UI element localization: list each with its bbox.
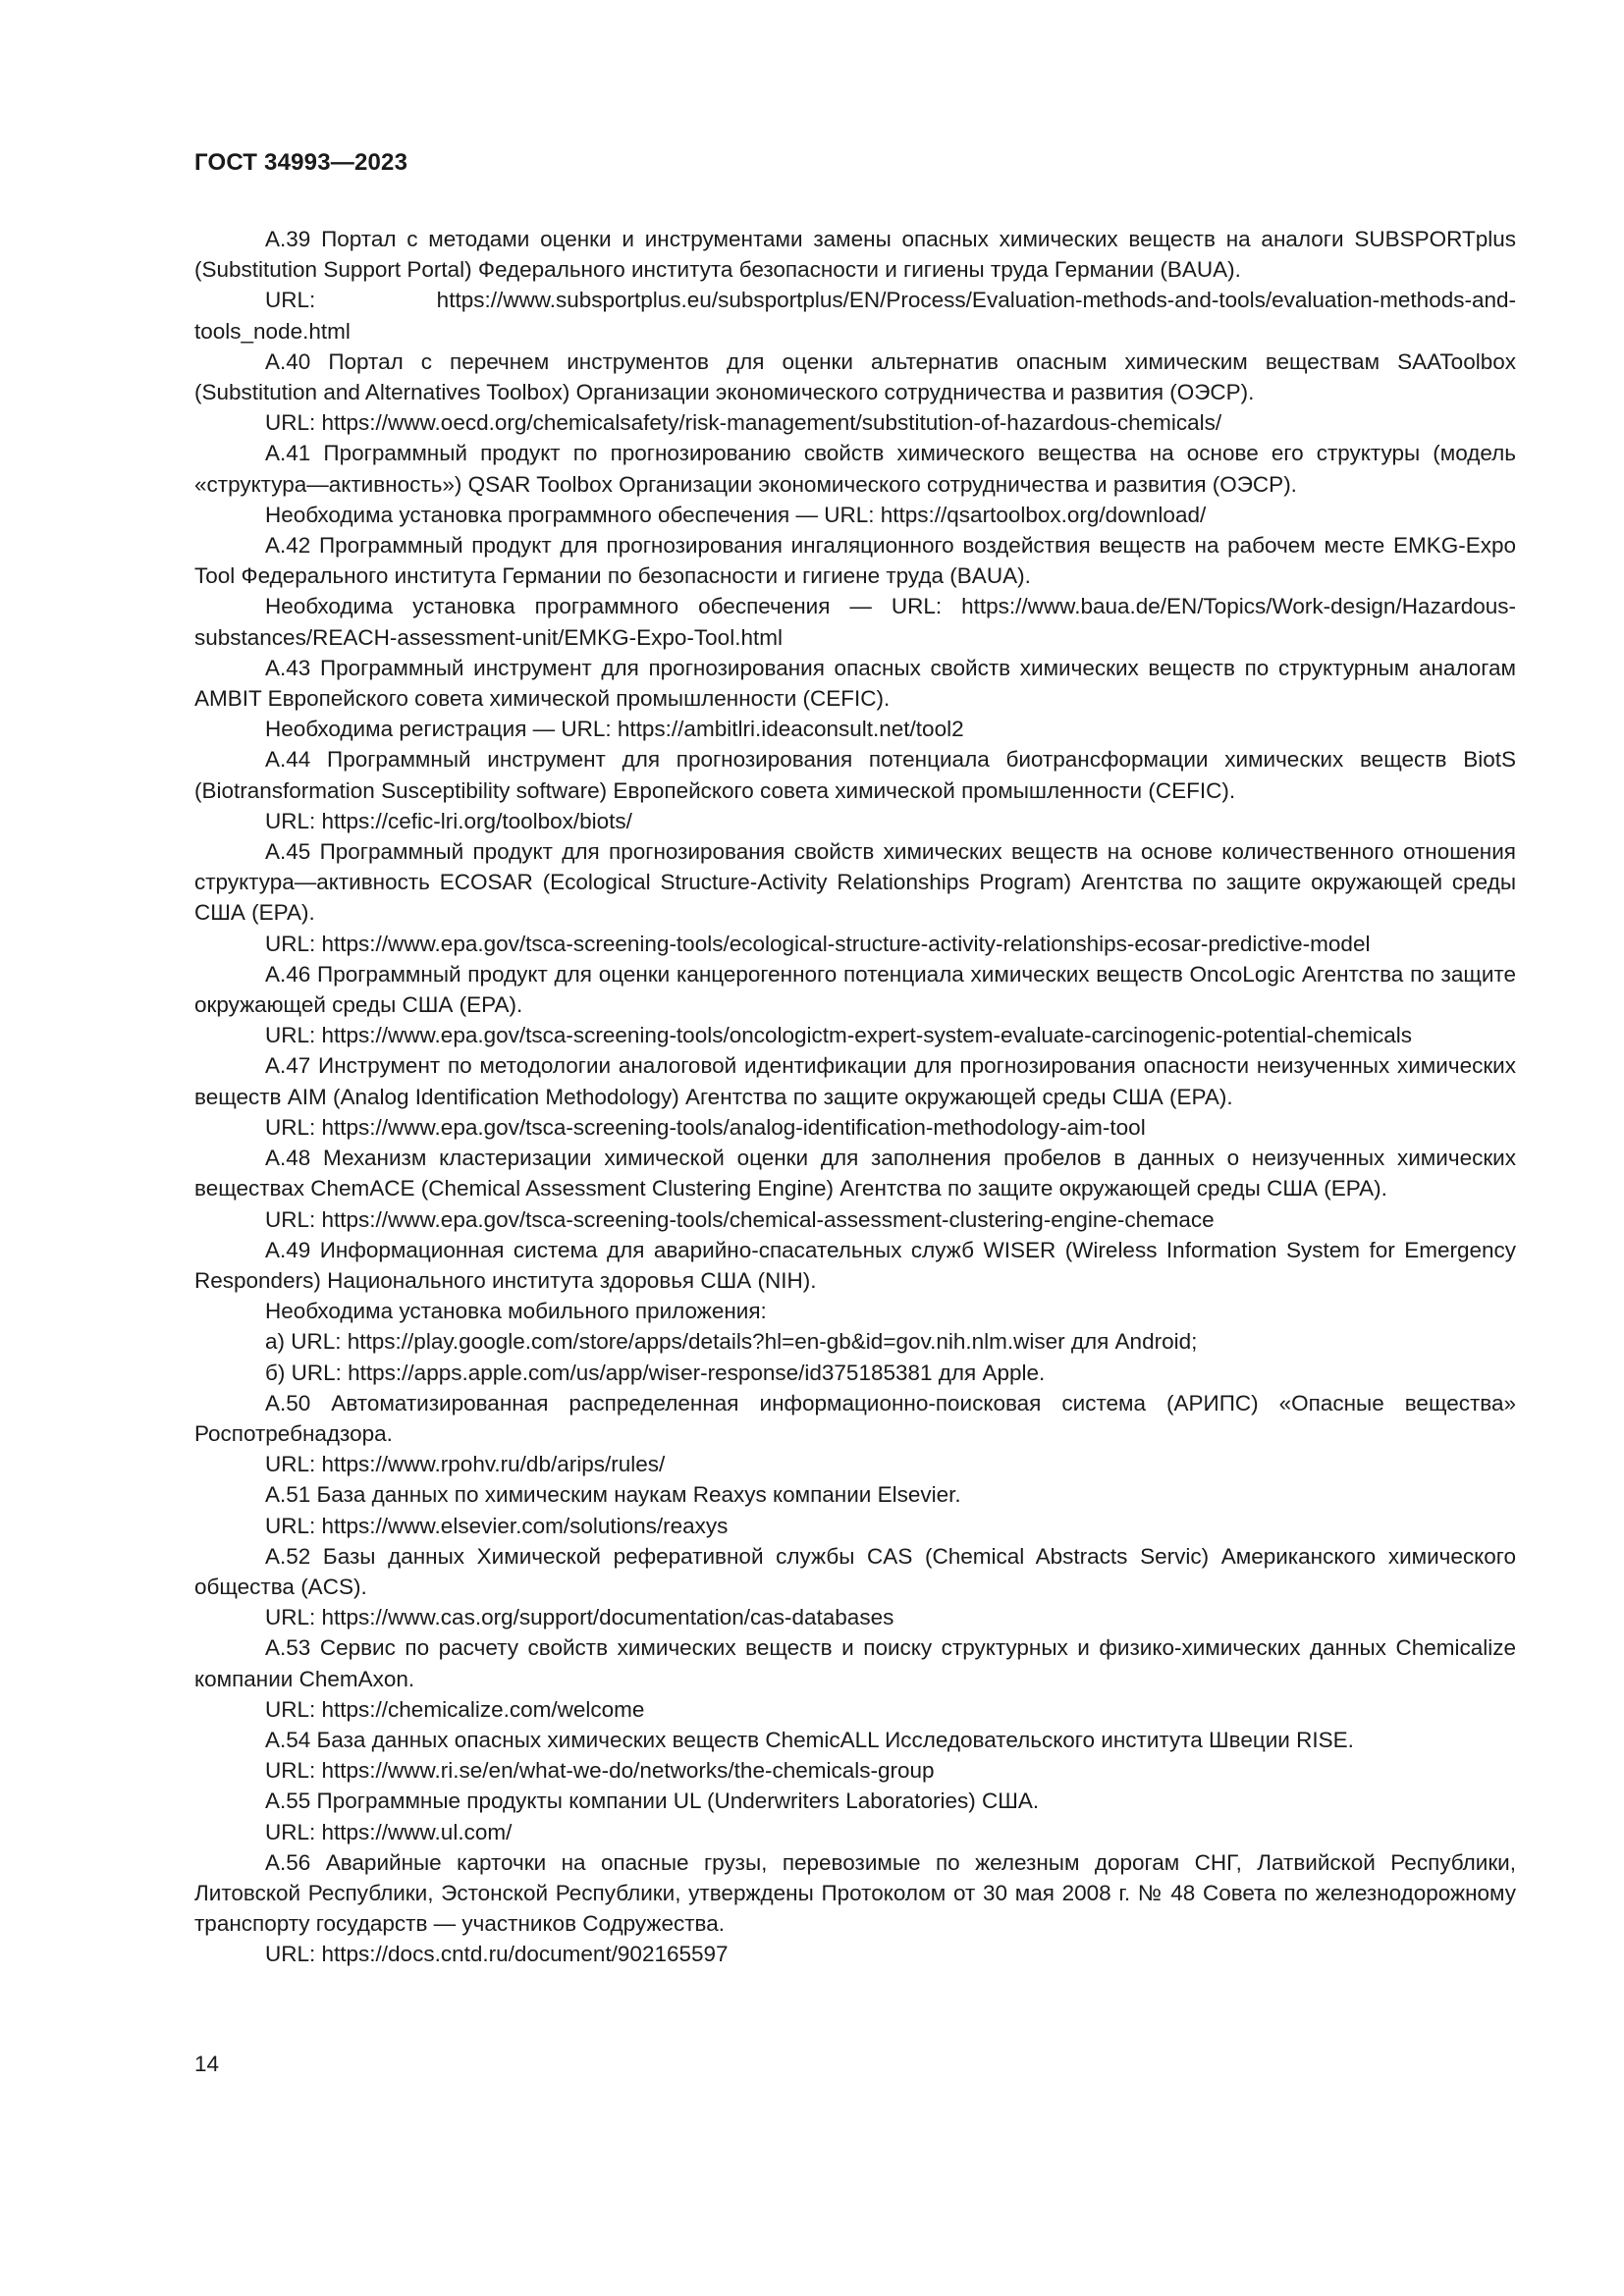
paragraph-a50: А.50 Автоматизированная распределенная информационно-поисковая система (АРИПС) «Опасные вещества» Роспотребнадзора. (194, 1390, 1516, 1446)
url-a48: URL: https://www.epa.gov/tsca-screening-tools/chemical-assessment-clustering-engine-chemace (265, 1206, 1215, 1232)
document-body (194, 224, 1516, 1970)
url-a42: Необходима установка программного обеспечения — URL: https://www.baua.de/EN/Topics/Work-design/Hazardous-substances/REACH-assessment-unit/EMKG-Expo-Tool.html (194, 594, 1516, 650)
url-a55: URL: https://www.ul.com/ (265, 1819, 513, 1844)
page-number: 14 (194, 2052, 220, 2076)
document-header: ГОСТ 34993—2023 (194, 149, 408, 176)
paragraph-a55: А.55 Программные продукты компании UL (Underwriters Laboratories) США. (265, 1789, 1040, 1814)
paragraph-a41: А.41 Программный продукт по прогнозированию свойств химического вещества на основе его структуры (модель «структура—активность») QSAR Toolbox Организации экономического сотрудничества и развития (ОЭСР). (194, 441, 1516, 497)
paragraph-a42: А.42 Программный продукт для прогнозирования ингаляционного воздействия веществ на рабочем месте EMKG-Expo Tool Федерального института Германии по безопасности и гигиене труда (BAUA). (194, 533, 1516, 589)
url-a51: URL: https://www.elsevier.com/solutions/reaxys (265, 1513, 729, 1538)
url-a44: URL: https://cefic-lri.org/toolbox/biots/ (265, 808, 632, 833)
url-a50: URL: https://www.rpohv.ru/db/arips/rules/ (265, 1452, 666, 1477)
paragraph-a49-note: Необходима установка мобильного приложения: (265, 1299, 767, 1324)
paragraph-a54: А.54 База данных опасных химических веществ ChemicALL Исследовательского института Швеции RISE. (265, 1727, 1354, 1752)
url-a53: URL: https://chemicalize.com/welcome (265, 1696, 645, 1722)
paragraph-a46: А.46 Программный продукт для оценки канцерогенного потенциала химических веществ OncoLogic Агентства по защите окружающей среды США (EPA). (194, 961, 1516, 1018)
paragraph-a45: А.45 Программный продукт для прогнозирования свойств химических веществ на основе количественного отношения структура—активность ECOSAR (Ecological Structure-Activity Relationships Program) Агентства по защите окружающей среды США (EPA). (194, 839, 1516, 926)
url-a49-android: а) URL: https://play.google.com/store/apps/details?hl=en-gb&id=gov.nih.nlm.wiser для Android; (265, 1329, 1198, 1355)
url-a39: URL: https://www.subsportplus.eu/subsportplus/EN/Process/Evaluation-methods-and-tools/evaluation-methods-and-tools_node.html (194, 288, 1516, 344)
paragraph-a44: А.44 Программный инструмент для прогнозирования потенциала биотрансформации химических веществ BiotS (Biotransformation Susceptibility software) Европейского совета химической промышленности (CEFIC). (194, 747, 1516, 803)
paragraph-a39: А.39 Портал с методами оценки и инструментами замены опасных химических веществ на аналоги SUBSPORTplus (Substitution Support Portal) Федерального института безопасности и гигиены труда Германии (BAUA). (194, 227, 1516, 283)
paragraph-a48: А.48 Механизм кластеризации химической оценки для заполнения пробелов в данных о неизученных химических веществах ChemACE (Chemical Assessment Clustering Engine) Агентства по защите окружающей среды США (EPA). (194, 1146, 1516, 1201)
url-a40: URL: https://www.oecd.org/chemicalsafety/risk-management/substitution-of-hazardous-chemicals/ (265, 410, 1222, 436)
paragraph-a56: А.56 Аварийные карточки на опасные грузы, перевозимые по железным дорогам СНГ, Латвийской Республики, Литовской Республики, Эстонской Республики, утверждены Протоколом от 30 мая 2008 г. № 48 Совета по железнодорожному транспорту государств — участников Содружества. (194, 1849, 1516, 1937)
url-a52: URL: https://www.cas.org/support/documentation/cas-databases (265, 1605, 894, 1630)
url-a43: Необходима регистрация — URL: https://ambitlri.ideaconsult.net/tool2 (265, 717, 964, 742)
url-a56: URL: https://docs.cntd.ru/document/902165597 (265, 1942, 729, 1967)
paragraph-a53: А.53 Сервис по расчету свойств химических веществ и поиску структурных и физико-химических данных Chemicalize компании ChemAxon. (194, 1635, 1516, 1691)
paragraph-a40: А.40 Портал с перечнем инструментов для оценки альтернатив опасным химическим веществам SAAToolbox (Substitution and Alternatives Toolbox) Организации экономического сотрудничества и развития (ОЭСР). (194, 348, 1516, 405)
url-a47: URL: https://www.epa.gov/tsca-screening-tools/analog-identification-methodology-aim-tool (265, 1114, 1146, 1140)
paragraph-a47: А.47 Инструмент по методологии аналоговой идентификации для прогнозирования опасности неизученных химических веществ AIM (Analog Identification Methodology) Агентства по защите окружающей среды США (EPA). (194, 1053, 1516, 1109)
url-a49-apple: б) URL: https://apps.apple.com/us/app/wiser-response/id375185381 для Apple. (265, 1360, 1046, 1385)
url-a46: URL: https://www.epa.gov/tsca-screening-tools/oncologictm-expert-system-evaluate-carcinogenic-potential-chemicals (265, 1023, 1413, 1048)
paragraph-a43: А.43 Программный инструмент для прогнозирования опасных свойств химических веществ по структурным аналогам AMBIT Европейского совета химической промышленности (CEFIC). (194, 655, 1516, 712)
url-a41: Необходима установка программного обеспечения — URL: https://qsartoolbox.org/download/ (265, 502, 1207, 527)
paragraph-a51: А.51 База данных по химическим наукам Reaxys компании Elsevier. (265, 1482, 961, 1508)
url-a54: URL: https://www.ri.se/en/what-we-do/networks/the-chemicals-group (265, 1758, 935, 1784)
url-a45: URL: https://www.epa.gov/tsca-screening-tools/ecological-structure-activity-relationships-ecosar-predictive-model (265, 931, 1371, 956)
paragraph-a52: А.52 Базы данных Химической реферативной службы CAS (Chemical Abstracts Servic) Американского химического общества (ACS). (194, 1543, 1516, 1599)
paragraph-a49: А.49 Информационная система для аварийно-спасательных служб WISER (Wireless Information System for Emergency Responders) Национального института здоровья США (NIH). (194, 1237, 1516, 1293)
